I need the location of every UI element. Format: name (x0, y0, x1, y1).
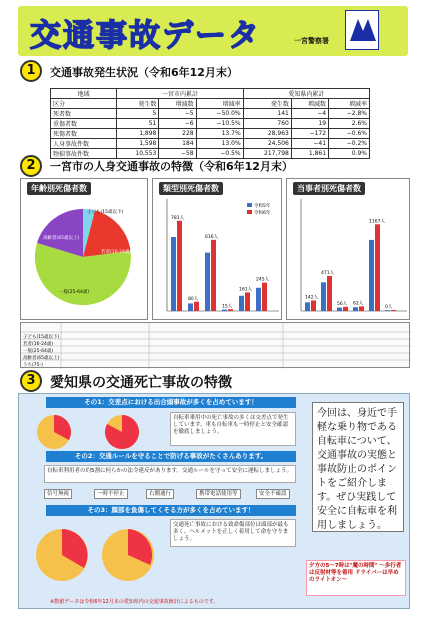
chart-bar (222, 310, 227, 311)
chart-bar (256, 288, 261, 311)
chart-bar (343, 307, 348, 311)
violation-pill: 信号無視 (44, 489, 72, 499)
col-header: 増減数 (291, 99, 328, 109)
point-3-banner: その3：顔部を負傷してくそる方が多くを占めています！ (46, 505, 296, 516)
chart-bar (385, 310, 390, 311)
bar-data-label: 1167人 (369, 219, 385, 225)
chart-bar (211, 240, 216, 311)
pie-label-elderly: 高齢者(65歳以上) (43, 236, 80, 241)
chart-bar (262, 283, 267, 311)
header-banner (18, 6, 408, 56)
bar-data-label: 80人 (188, 296, 199, 302)
detail-row-label: うち(75-) (23, 363, 43, 368)
table-row: 死者数 5 −5 −50.0% 141 −4 −2.8% (51, 109, 370, 119)
chart-bar (327, 276, 332, 311)
chart-bar (171, 237, 176, 311)
point-1-charts (24, 410, 164, 454)
chart-bar (194, 302, 199, 311)
point-3-note: 交通死亡事故における致命傷部位は頭部が最も多く、ヘルメットを正しく着用して命を守りましょう。 (170, 519, 296, 547)
chart-bar (375, 224, 380, 311)
chart-bar (337, 308, 342, 311)
chart-bar (245, 292, 250, 311)
pie-label-youth: 若者(16-24歳) (101, 250, 132, 255)
col-header: 発生数 (117, 99, 159, 109)
chart-bar (305, 302, 310, 311)
section-1-badge: 1 (20, 60, 42, 82)
organization-name: 一宮警察署 (294, 37, 329, 45)
table-row: 死傷者数 1,898 228 13.7% 28,963 −172 −0.6% (51, 129, 370, 139)
age-chart-box (20, 178, 148, 320)
violation-pill: 安全不確認 (256, 489, 290, 499)
point-1-banner: その1：交差点における出合頭事故が多くを占めています！ (46, 397, 296, 408)
page-title: 交通事故データ (30, 18, 261, 54)
party-chart-box (286, 178, 410, 320)
bar-data-label: 56人 (337, 301, 348, 307)
evening-caution: 夕方の5〜7時は"魔の時間" 〜歩行者は反射材等を着用 ドライバーは早めのライトオン〜 (306, 560, 406, 596)
chart-bar (321, 282, 326, 311)
col-header: 増減率 (196, 99, 243, 109)
section-3-title: 愛知県の交通死亡事故の特徴 (50, 375, 232, 391)
detail-row-label: 子ども(15歳以下) (23, 335, 60, 340)
legend-r6: 令和6年 (254, 211, 271, 216)
bar-data-label: 245人 (256, 277, 270, 283)
police-logo (345, 10, 379, 50)
table-row: 重傷者数 51 −6 −10.5% 760 19 2.6% (51, 119, 370, 129)
col-header: 増減数 (159, 99, 196, 109)
bar-data-label: 62人 (353, 301, 364, 307)
bar-data-label: 616人 (205, 234, 219, 240)
bar-data-label: 161人 (239, 287, 253, 293)
party-chart-title: 当事者別死傷者数 (293, 182, 365, 195)
chart-bar (228, 309, 233, 311)
section-1-title: 交通事故発生状況（令和6年12月末） (50, 66, 238, 79)
point-2-banner: その2：交通ルールを守ることで防げる事故がたくさんあります。 (46, 451, 296, 462)
violation-pill: 携帯電話使用等 (196, 489, 241, 499)
type-chart-title: 類型別死傷者数 (159, 182, 223, 195)
bar-data-label: 15人 (222, 304, 233, 310)
section-2-title: 一宮市の人身交通事故の特徴（令和6年12月末） (50, 160, 293, 173)
party-bar-chart (287, 193, 411, 321)
chart-bar (311, 300, 316, 311)
detail-row-label: 若者(16-24歳) (23, 342, 54, 347)
chart-bar (205, 253, 210, 311)
bar-data-label: 142人 (305, 295, 319, 301)
legend-r5: 令和5年 (254, 204, 271, 209)
bicycle-message: 今回は、身近で手軽な乗り物である自転車について、交通事故の実態と事故防止のポイントをご紹介します。ぜひ実践して安全に自転車を利用しましょう。 (312, 402, 404, 532)
col-header: 発生数 (243, 99, 291, 109)
pref-total-header: 愛知県内累計 (243, 89, 369, 99)
point-2-note: 自転車利用者の約5割に何らかの法令違反があります。交通ルールを守って安全に運転しましょう。 (44, 465, 296, 483)
chart-bar (177, 221, 182, 311)
category-header: 区分 (51, 99, 117, 109)
point-1-note: 自転車乗用中の死亡事故の多くは交差点で発生しています。車も自転車も一時停止と安全確認を徹底しましょう。 (170, 412, 296, 446)
chart-bar (239, 296, 244, 311)
table-row: 物損事故件数 10,553 −58 −0.5% 217,798 1,861 0.9% (51, 149, 370, 159)
type-bar-chart (153, 193, 283, 321)
bar-data-label: 471人 (321, 271, 335, 277)
city-total-header: 一宮市内累計 (117, 89, 243, 99)
violation-pill: 一時不停止 (94, 489, 128, 499)
col-header: 増減率 (329, 99, 370, 109)
pie-label-children: 子ども(15歳以下) (87, 210, 124, 215)
bar-data-label: 781人 (171, 215, 185, 221)
detail-row-label: 高齢者(65歳以上) (23, 356, 60, 361)
bar-data-label: 0人 (385, 305, 393, 310)
chart-bar (359, 306, 364, 311)
footnote: ※数値データは令和6年12月末の愛知県内の交通事故統計によるものです。 (50, 599, 219, 605)
type-chart-box (152, 178, 282, 320)
violation-pill: 右側通行 (146, 489, 174, 499)
age-pie-chart (21, 191, 149, 321)
chart-bar (369, 240, 374, 311)
age-type-detail-table (20, 322, 410, 368)
chart-bar (188, 303, 193, 311)
accident-stats-table (50, 88, 370, 159)
logo-mark-icon (350, 19, 376, 41)
area-header: 地域 (51, 89, 117, 99)
section-3-badge: 3 (20, 370, 42, 392)
detail-row-label: 一般(25-64歳) (23, 349, 54, 354)
age-chart-title: 年齢別死傷者数 (27, 182, 91, 195)
chart-bar (353, 307, 358, 311)
pie-label-general: 一般(25-64歳) (59, 290, 90, 295)
table-row: 人身事故件数 1,598 184 13.0% 24,506 −41 −0.2% (51, 139, 370, 149)
chart-bar (391, 310, 396, 311)
section-2-badge: 2 (20, 155, 42, 177)
point-3-charts (24, 520, 164, 590)
